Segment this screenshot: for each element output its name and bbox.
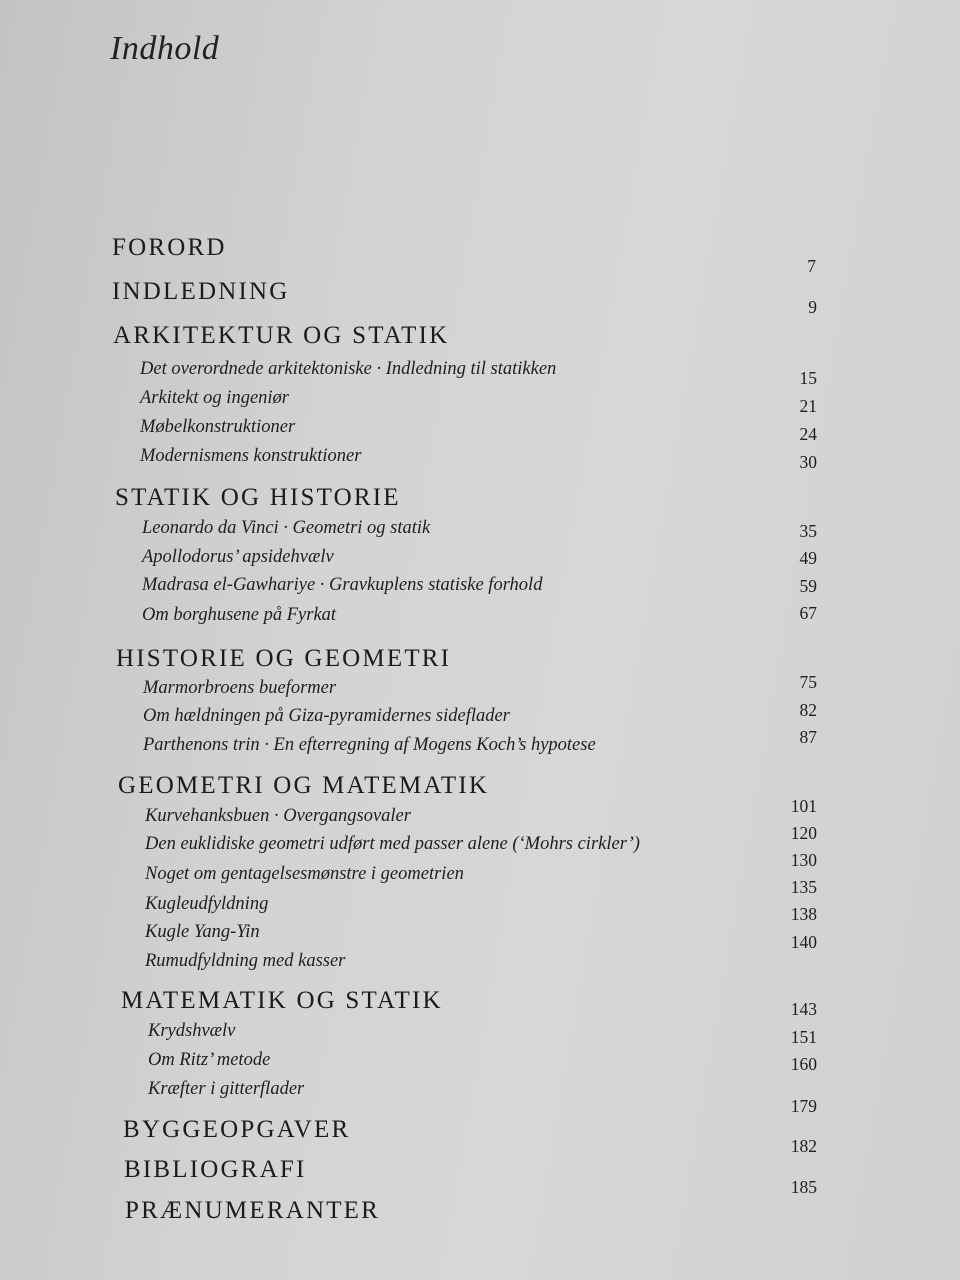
toc-section-title: STATIK OG HISTORIE — [115, 484, 401, 511]
toc-entry-title: Om borghusene på Fyrkat — [142, 605, 337, 625]
toc-page-number: 179 — [790, 1096, 817, 1116]
toc-page-number: 75 — [799, 672, 817, 692]
toc-section-title: HISTORIE OG GEOMETRI — [116, 645, 452, 672]
toc-page-number: 138 — [790, 904, 817, 924]
toc-page-number: 87 — [799, 727, 817, 747]
toc-page-number: 24 — [799, 424, 817, 444]
toc-page-number: 160 — [790, 1054, 817, 1074]
toc-page-number: 151 — [790, 1027, 817, 1047]
toc-page-number: 185 — [790, 1177, 817, 1197]
toc-entry-title: Den euklidiske geometri udført med passer alene (‘Mohrs cirkler’) — [145, 834, 640, 854]
toc-page-number: 35 — [799, 521, 817, 541]
toc-page-number: 182 — [790, 1136, 817, 1156]
toc-section-title: ARKITEKTUR OG STATIK — [113, 322, 450, 349]
toc-entry-title: Kugle Yang-Yin — [145, 922, 260, 942]
toc-entry-title: Apollodorus’ apsidehvælv — [142, 547, 334, 567]
toc-page-number: 101 — [790, 796, 817, 816]
toc-page-number: 120 — [790, 823, 817, 843]
toc-entry-title: Marmorbroens bueformer — [143, 678, 337, 698]
toc-page-number: 140 — [790, 932, 817, 952]
toc-entry-title: Rumudfyldning med kasser — [145, 951, 346, 971]
toc-page-number: 135 — [790, 877, 817, 897]
toc-entry-title: Leonardo da Vinci · Geometri og statik — [142, 518, 431, 538]
toc-page-number: 59 — [799, 576, 817, 596]
toc-entry-title: Om hældningen på Giza-pyramidernes sideflader — [143, 706, 510, 726]
toc-entry-title: Parthenons trin · En efterregning af Mogens Koch’s hypotese — [143, 735, 596, 755]
toc-page-number: 67 — [799, 603, 817, 623]
toc-entry-title: Modernismens konstruktioner — [140, 446, 362, 466]
toc-page-number: 49 — [799, 548, 817, 568]
toc-section-title: GEOMETRI OG MATEMATIK — [118, 772, 490, 799]
toc-page-number: 7 — [807, 256, 816, 276]
toc-entry-title: Kugleudfyldning — [145, 894, 269, 914]
page-title: Indhold — [110, 30, 220, 67]
toc-entry-title: Om Ritz’ metode — [148, 1050, 271, 1070]
toc-page-number: 9 — [808, 297, 817, 317]
toc-entry-title: Kræfter i gitterflader — [148, 1079, 305, 1099]
toc-entry-title: Møbelkonstruktioner — [140, 417, 296, 437]
toc-page-number: 82 — [799, 700, 817, 720]
toc-section-title: BYGGEOPGAVER — [123, 1116, 351, 1143]
toc-section-title: BIBLIOGRAFI — [124, 1156, 307, 1183]
toc-entry-title: Krydshvælv — [148, 1021, 236, 1041]
toc-page-number: 130 — [790, 850, 817, 870]
toc-section-title: MATEMATIK OG STATIK — [121, 987, 443, 1014]
toc-section-title: INDLEDNING — [112, 278, 290, 305]
toc-section-title: PRÆNUMERANTER — [125, 1197, 381, 1224]
toc-entry-title: Kurvehanksbuen · Overgangsovaler — [145, 806, 411, 826]
toc-page-number: 15 — [799, 368, 817, 388]
toc-entry-title: Det overordnede arkitektoniske · Indledning til statikken — [140, 359, 557, 379]
toc-section-title: FORORD — [112, 234, 227, 261]
toc-entry-title: Madrasa el-Gawhariye · Gravkuplens statiske forhold — [142, 575, 543, 595]
toc-page-number: 143 — [790, 999, 817, 1019]
toc-page-number: 30 — [799, 452, 817, 472]
toc-entry-title: Arkitekt og ingeniør — [140, 388, 289, 408]
toc-entry-title: Noget om gentagelsesmønstre i geometrien — [145, 864, 464, 884]
toc-page-number: 21 — [799, 396, 817, 416]
